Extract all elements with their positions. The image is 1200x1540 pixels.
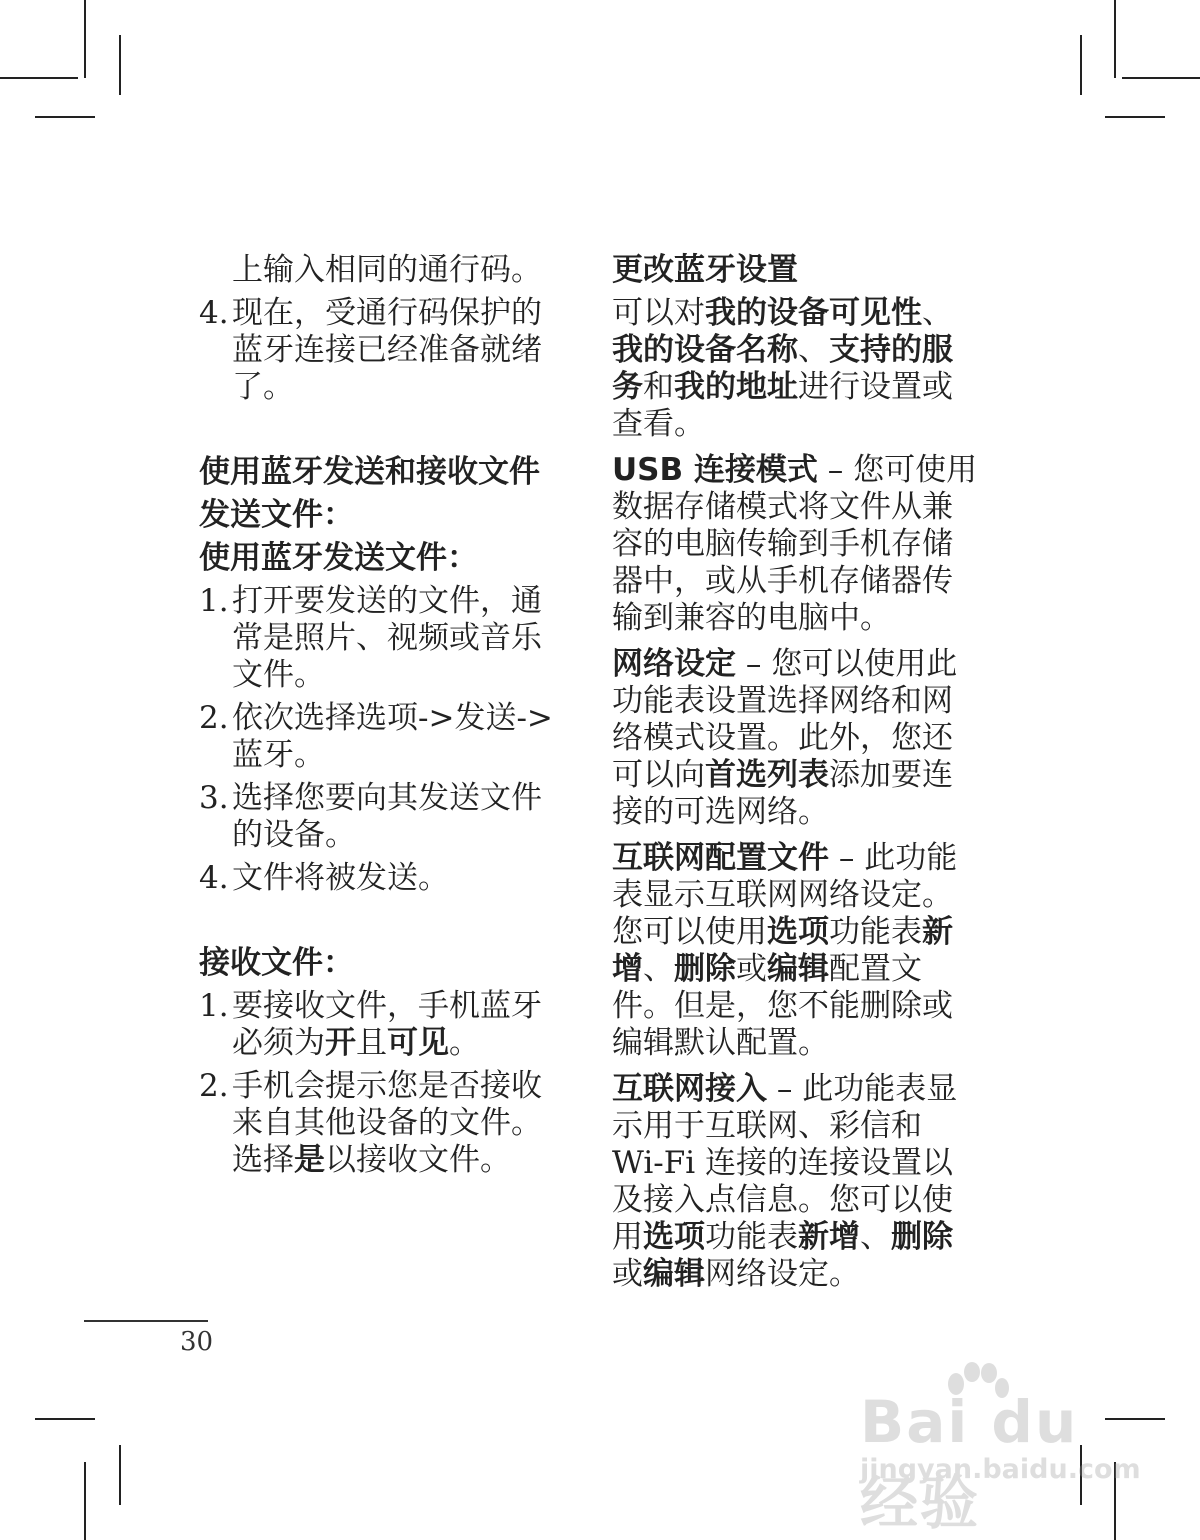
item-text xyxy=(232,1068,569,1179)
receive-title: 接收文件： xyxy=(199,945,354,981)
paragraph xyxy=(612,646,982,831)
crop-mark xyxy=(119,35,121,95)
bold-term: 可见 xyxy=(387,1025,449,1061)
text-run: 以接收文件。 xyxy=(325,1142,511,1178)
text-run: – 您可以使用此功能表设置选择网络和网络模式设置。此外，您还可以向 xyxy=(612,646,958,793)
text-run: 网络设定。 xyxy=(705,1256,860,1292)
crop-mark xyxy=(1122,77,1200,79)
watermark xyxy=(860,1362,1150,1537)
left-column xyxy=(199,252,569,1185)
bold-term: 编辑 xyxy=(767,951,829,987)
page-number: 30 xyxy=(180,1327,214,1357)
text-run: 功能表 xyxy=(829,914,922,950)
text-run: 、 xyxy=(922,295,953,331)
bold-term: 我的设备可见性 xyxy=(705,295,922,331)
item-text: 文件将被发送。 xyxy=(232,860,449,896)
item-number: 4. xyxy=(199,860,229,896)
section-title: 使用蓝牙发送和接收文件 xyxy=(199,454,540,490)
bold-term: 选项 xyxy=(643,1219,705,1255)
settings-title: 更改蓝牙设置 xyxy=(612,252,798,288)
list-item xyxy=(199,700,569,774)
watermark-logo: Bai du 经验 xyxy=(860,1388,1079,1537)
item-text xyxy=(232,988,569,1062)
text-run: 或 xyxy=(736,951,767,987)
bold-term: 网络设定 xyxy=(612,646,736,682)
text-run: 功能表 xyxy=(705,1219,798,1255)
item-text: 打开要发送的文件，通常是照片、视频或音乐文件。 xyxy=(232,583,542,693)
send-title: 发送文件： xyxy=(199,497,354,533)
send-subtitle: 使用蓝牙发送文件： xyxy=(199,540,478,576)
footer-rule xyxy=(84,1320,208,1322)
watermark-url: jingyan.baidu.com xyxy=(860,1454,1141,1485)
item-number: 3. xyxy=(199,780,229,816)
bold-term: 开 xyxy=(325,1025,356,1061)
text-run: 、 xyxy=(643,951,674,987)
bold-term: 删除 xyxy=(674,951,736,987)
bold-term: 是 xyxy=(294,1142,325,1178)
bold-term: 互联网接入 xyxy=(612,1071,767,1107)
crop-mark xyxy=(1105,116,1165,118)
right-column xyxy=(612,252,982,1302)
list-item xyxy=(199,780,569,854)
item-text: 现在，受通行码保护的蓝牙连接已经准备就绪了。 xyxy=(232,295,542,405)
paragraph xyxy=(612,840,982,1062)
crop-mark xyxy=(119,1445,121,1505)
bold-term: USB 连接模式 xyxy=(612,452,818,488)
bold-term: 我的设备名称 xyxy=(612,332,798,368)
bold-term: 互联网配置文件 xyxy=(612,840,829,876)
text-run: 。 xyxy=(449,1025,480,1061)
item-text: 依次选择选项->发送->蓝牙。 xyxy=(232,700,553,773)
text-run: 添加要连接的可选网络。 xyxy=(612,757,953,830)
text-run: 、 xyxy=(860,1219,891,1255)
crop-mark xyxy=(1114,0,1116,78)
text-run: 配置文件。但是，您不能删除或编辑默认配置。 xyxy=(612,951,953,1061)
paragraph xyxy=(612,1071,982,1293)
bold-term: 新增 xyxy=(798,1219,860,1255)
paragraph xyxy=(612,295,982,443)
text-run: 或 xyxy=(612,1256,643,1292)
item-number: 1. xyxy=(199,988,229,1024)
text-run: 手机会提示您是否接收来自其他设备的文件。选择 xyxy=(232,1068,542,1178)
bold-term: 支持的服务 xyxy=(612,332,953,405)
list-item xyxy=(199,988,569,1062)
crop-mark xyxy=(35,116,95,118)
item-number: 4. xyxy=(199,295,229,331)
bold-term: 删除 xyxy=(891,1219,953,1255)
text-run: 要接收文件，手机蓝牙必须为 xyxy=(232,988,542,1061)
bold-term: 编辑 xyxy=(643,1256,705,1292)
item-number: 2. xyxy=(199,1068,229,1104)
bold-term: 选项 xyxy=(767,914,829,950)
item-text: 选择您要向其发送文件的设备。 xyxy=(232,780,542,853)
paragraph xyxy=(612,452,982,637)
item-number: 2. xyxy=(199,700,229,736)
list-item xyxy=(199,295,569,406)
text-run: – 此功能表显示用于互联网、彩信和 Wi-Fi 连接的连接设置以及接入点信息。您可以使用 xyxy=(612,1071,958,1255)
crop-mark xyxy=(35,1418,95,1420)
bold-term: 我的地址 xyxy=(674,369,798,405)
crop-mark xyxy=(0,77,78,79)
list-item xyxy=(199,1068,569,1179)
text-run: 进行设置或查看。 xyxy=(612,369,953,442)
crop-mark xyxy=(1080,35,1082,95)
text-run: 且 xyxy=(356,1025,387,1061)
continued-text: 上输入相同的通行码。 xyxy=(232,252,542,288)
text-run: 和 xyxy=(643,369,674,405)
list-item xyxy=(199,860,569,897)
list-item xyxy=(199,583,569,694)
item-number: 1. xyxy=(199,583,229,619)
list-item xyxy=(199,252,569,289)
crop-mark xyxy=(84,1462,86,1540)
text-run: – 此功能表显示互联网网络设定。您可以使用 xyxy=(612,840,958,950)
crop-mark xyxy=(84,0,86,78)
text-run: 、 xyxy=(798,332,829,368)
text-run: – 您可使用数据存储模式将文件从兼容的电脑传输到手机存储器中，或从手机存储器传输到兼容的电脑中。 xyxy=(612,452,978,636)
text-run: 可以对 xyxy=(612,295,705,331)
bold-term: 首选列表 xyxy=(705,757,829,793)
bold-term: 新增 xyxy=(612,914,953,987)
